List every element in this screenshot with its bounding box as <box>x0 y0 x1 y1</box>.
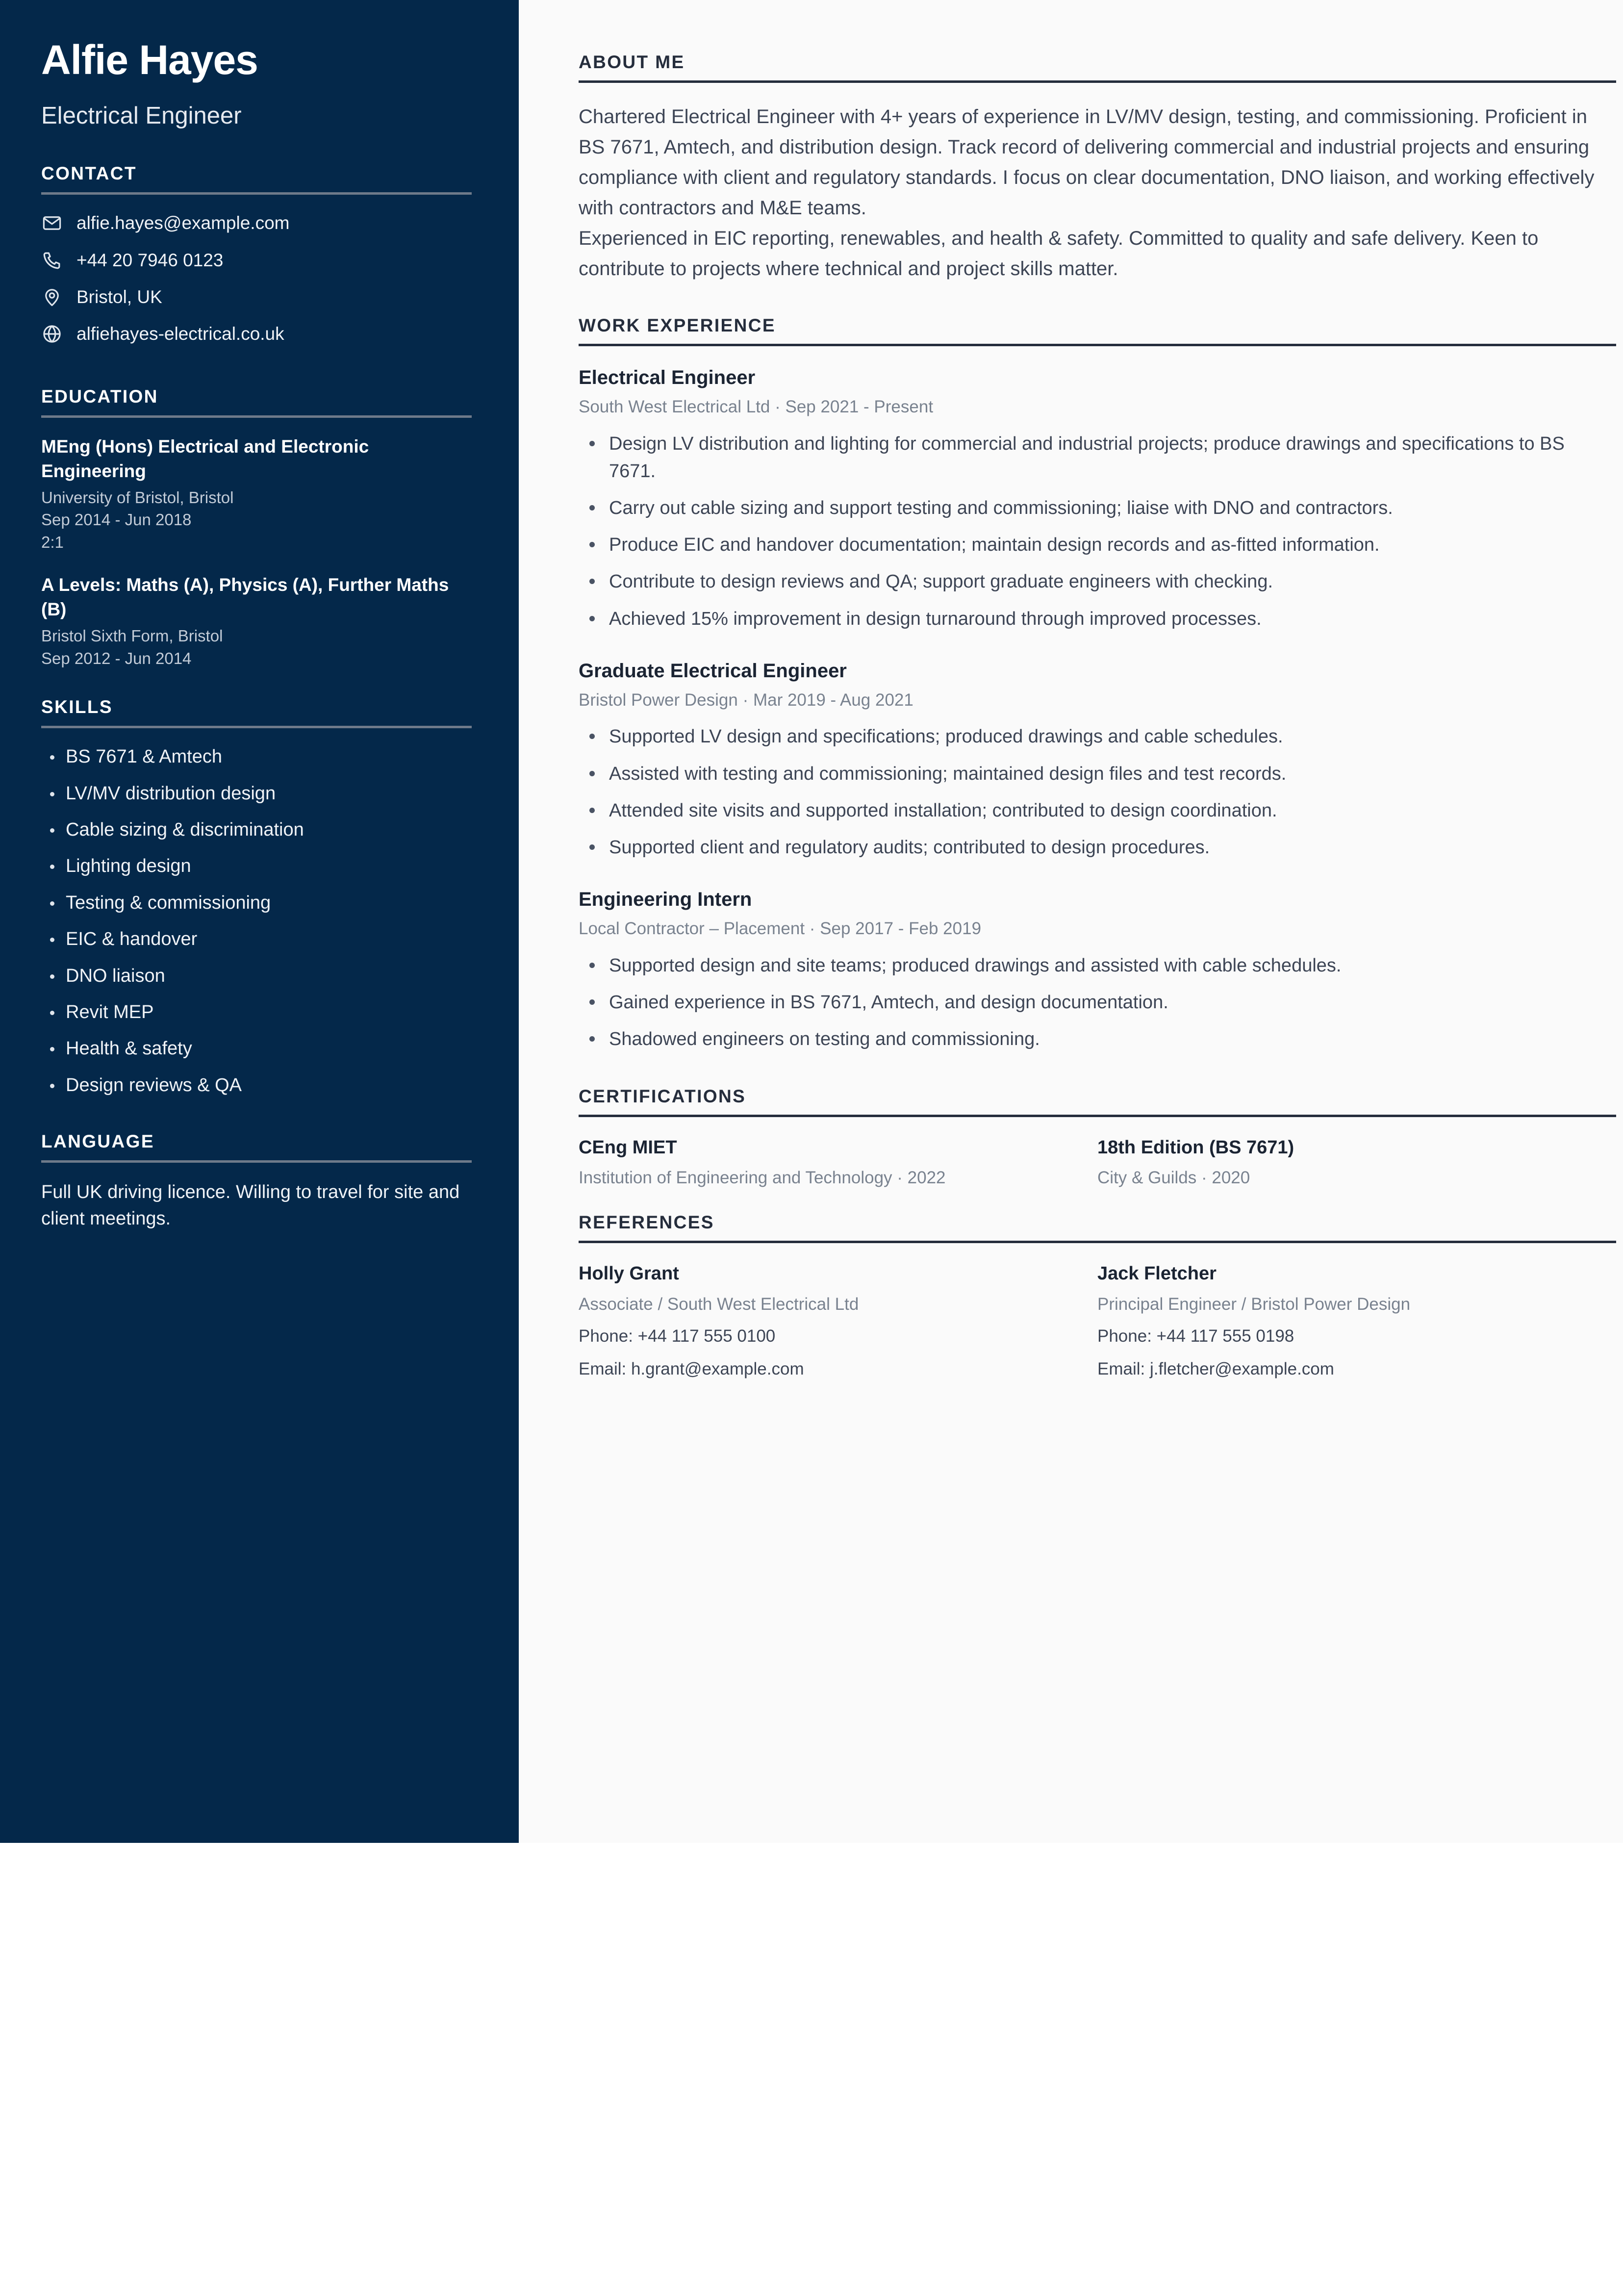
education-dates: Sep 2014 - Jun 2018 <box>41 510 192 529</box>
reference-name: Holly Grant <box>579 1263 679 1284</box>
skill-item: BS 7671 & Amtech <box>41 745 472 769</box>
job-title: Graduate Electrical Engineer <box>579 660 847 682</box>
education-grade: 2:1 <box>41 533 64 551</box>
education-institution: Bristol Sixth Form, Bristol <box>41 627 223 645</box>
about-section <box>579 52 1616 284</box>
certifications-divider <box>579 1115 1616 1117</box>
contact-phone-value: +44 20 7946 0123 <box>76 250 224 270</box>
education-divider <box>41 415 472 418</box>
contact-section <box>41 163 472 345</box>
job-bullet: Achieved 15% improvement in design turnaround through improved processes. <box>579 605 1616 633</box>
job-bullet: Supported client and regulatory audits; contributed to design procedures. <box>579 834 1616 861</box>
contact-website[interactable] <box>41 322 472 346</box>
certification-meta: Institution of Engineering and Technology · 2022 <box>579 1168 946 1187</box>
references-heading: REFERENCES <box>579 1212 714 1233</box>
sidebar <box>0 0 519 1843</box>
job-bullets <box>579 952 1616 1053</box>
skill-item: Design reviews & QA <box>41 1073 472 1097</box>
about-paragraph: Chartered Electrical Engineer with 4+ years of experience in LV/MV design, testing, and commissioning. Proficient in BS 7671, Amtech, and distribution design. Track record of delivering commercial and industrial projects and ensuring compliance with client and regulatory standards. I focus on clear documentation, DNO liaison, and working effectively with contractors and M&E teams. <box>579 106 1595 219</box>
skills-heading: SKILLS <box>41 697 113 717</box>
job-meta: Bristol Power Design · Mar 2019 - Aug 2021 <box>579 690 913 710</box>
contact-website-value: alfiehayes-electrical.co.uk <box>76 323 284 344</box>
job-bullet: Design LV distribution and lighting for commercial and industrial projects; produce drawings and specifications to BS 7671. <box>579 430 1616 485</box>
education-degree: A Levels: Maths (A), Physics (A), Further Maths (B) <box>41 575 449 620</box>
skill-item: LV/MV distribution design <box>41 782 472 806</box>
work-experience-heading: WORK EXPERIENCE <box>579 315 776 335</box>
phone-icon <box>41 250 63 271</box>
contact-location-value: Bristol, UK <box>76 286 162 307</box>
reference-phone: Phone: +44 117 555 0198 <box>1097 1327 1294 1346</box>
about-divider <box>579 80 1616 83</box>
spacer <box>579 1189 1616 1212</box>
map-pin-icon <box>41 286 63 308</box>
job-bullet: Produce EIC and handover documentation; maintain design records and as-fitted information. <box>579 531 1616 559</box>
references-divider <box>579 1241 1616 1243</box>
education-item <box>41 573 472 669</box>
spacer <box>579 1063 1616 1086</box>
contact-phone[interactable] <box>41 249 472 272</box>
reference-item <box>1097 1262 1616 1380</box>
skills-section <box>41 697 472 1097</box>
certification-item <box>579 1136 1097 1189</box>
skill-item: DNO liaison <box>41 964 472 988</box>
job-entry <box>579 658 1616 861</box>
spacer <box>579 284 1616 315</box>
education-section <box>41 386 472 669</box>
spacer <box>41 359 472 386</box>
envelope-icon <box>41 212 63 234</box>
certification-item <box>1097 1136 1616 1189</box>
job-entry <box>579 887 1616 1053</box>
contact-location[interactable] <box>41 285 472 309</box>
contact-email-value: alfie.hayes@example.com <box>76 213 290 233</box>
spacer <box>41 669 472 697</box>
work-experience-section <box>579 315 1616 1053</box>
education-institution: University of Bristol, Bristol <box>41 488 234 507</box>
language-divider <box>41 1160 472 1163</box>
reference-phone: Phone: +44 117 555 0100 <box>579 1327 776 1346</box>
skill-item: Lighting design <box>41 854 472 878</box>
job-bullets <box>579 723 1616 861</box>
job-bullet: Gained experience in BS 7671, Amtech, and design documentation. <box>579 989 1616 1016</box>
job-entry <box>579 365 1616 633</box>
job-meta: Local Contractor – Placement · Sep 2017 - Feb 2019 <box>579 919 982 939</box>
certification-meta: City & Guilds · 2020 <box>1097 1168 1250 1187</box>
certifications-heading: CERTIFICATIONS <box>579 1086 746 1106</box>
skill-item: EIC & handover <box>41 927 472 951</box>
contact-divider <box>41 192 472 195</box>
about-paragraph: Experienced in EIC reporting, renewables, and health & safety. Committed to quality and safe delivery. Keen to contribute to projects where technical and project skills matter. <box>579 228 1539 280</box>
job-bullet: Assisted with testing and commissioning; maintained design files and test records. <box>579 760 1616 788</box>
reference-item <box>579 1262 1097 1380</box>
reference-email: Email: j.fletcher@example.com <box>1097 1359 1334 1378</box>
certifications-grid <box>579 1136 1616 1189</box>
language-heading: LANGUAGE <box>41 1131 154 1152</box>
skill-item: Testing & commissioning <box>41 891 472 915</box>
work-experience-divider <box>579 344 1616 346</box>
job-bullet: Contribute to design reviews and QA; support graduate engineers with checking. <box>579 568 1616 595</box>
skills-divider <box>41 726 472 728</box>
education-heading: EDUCATION <box>41 386 158 407</box>
job-bullet: Attended site visits and supported installation; contributed to design coordination. <box>579 797 1616 824</box>
job-bullets <box>579 430 1616 633</box>
reference-name: Jack Fletcher <box>1097 1263 1217 1284</box>
skill-item: Cable sizing & discrimination <box>41 818 472 842</box>
education-degree: MEng (Hons) Electrical and Electronic Engineering <box>41 436 369 481</box>
main-content <box>519 0 1623 1843</box>
contact-list <box>41 211 472 345</box>
candidate-role: Electrical Engineer <box>41 102 242 129</box>
job-meta: South West Electrical Ltd · Sep 2021 - Present <box>579 397 934 416</box>
education-dates: Sep 2012 - Jun 2014 <box>41 649 192 667</box>
reference-meta: Principal Engineer / Bristol Power Design <box>1097 1294 1411 1314</box>
skills-list <box>41 745 472 1097</box>
certification-title: CEng MIET <box>579 1137 677 1158</box>
job-title: Engineering Intern <box>579 889 752 911</box>
about-heading: ABOUT ME <box>579 52 685 72</box>
job-title: Electrical Engineer <box>579 367 756 388</box>
reference-email: Email: h.grant@example.com <box>579 1359 804 1378</box>
job-bullet: Supported LV design and specifications; produced drawings and cable schedules. <box>579 723 1616 750</box>
job-bullet: Carry out cable sizing and support testing and commissioning; liaise with DNO and contractors. <box>579 494 1616 522</box>
contact-heading: CONTACT <box>41 163 137 184</box>
references-section <box>579 1212 1616 1380</box>
certifications-section <box>579 1086 1616 1189</box>
job-bullet: Shadowed engineers on testing and commissioning. <box>579 1025 1616 1053</box>
skill-item: Revit MEP <box>41 1000 472 1024</box>
job-bullet: Supported design and site teams; produced drawings and assisted with cable schedules. <box>579 952 1616 979</box>
references-grid <box>579 1262 1616 1380</box>
language-section <box>41 1131 472 1232</box>
education-item <box>41 434 472 553</box>
spacer <box>41 1110 472 1131</box>
candidate-name: Alfie Hayes <box>41 37 258 83</box>
reference-meta: Associate / South West Electrical Ltd <box>579 1294 859 1314</box>
contact-email[interactable] <box>41 211 472 235</box>
skill-item: Health & safety <box>41 1037 472 1061</box>
language-text: Full UK driving licence. Willing to travel for site and client meetings. <box>41 1182 460 1229</box>
globe-icon <box>41 323 63 345</box>
certification-title: 18th Edition (BS 7671) <box>1097 1137 1294 1158</box>
